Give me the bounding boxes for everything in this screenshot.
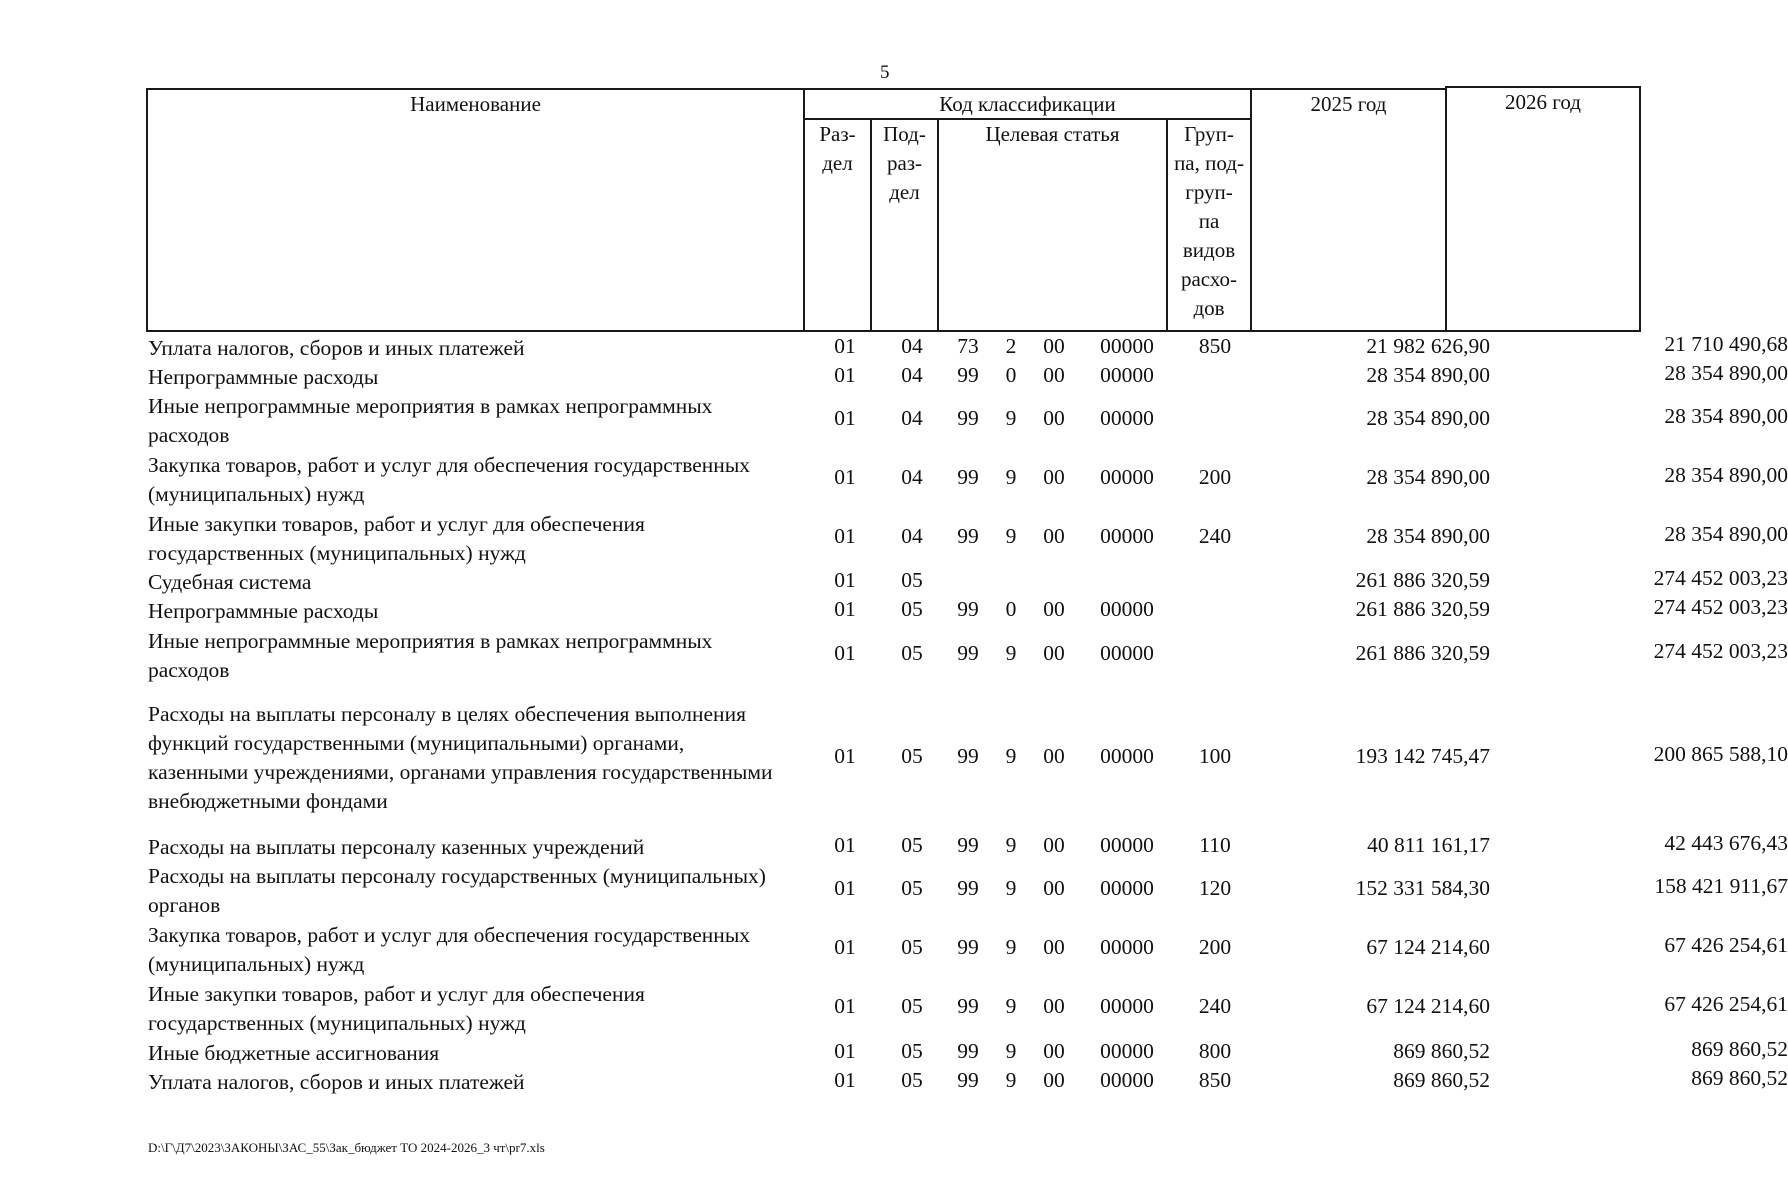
row-2025: 869 860,52 bbox=[1393, 1068, 1490, 1092]
row-razdel: 01 bbox=[834, 641, 856, 665]
row-2025: 21 982 626,90 bbox=[1366, 334, 1490, 358]
row-razdel: 01 bbox=[834, 994, 856, 1018]
row-celevaya-1: 99 bbox=[957, 465, 979, 489]
table-row bbox=[148, 831, 1788, 862]
row-name: Расходы на выплаты персоналу казенных учреждений bbox=[148, 835, 645, 859]
row-celevaya-3: 00 bbox=[1043, 597, 1065, 621]
row-celevaya-3: 00 bbox=[1043, 935, 1065, 959]
row-2025: 67 124 214,60 bbox=[1366, 994, 1490, 1018]
row-2026: 869 860,52 bbox=[1691, 1037, 1788, 1061]
header-2026-label: 2026 год bbox=[1505, 90, 1581, 114]
row-name: Закупка товаров, работ и услуг для обеспечения государственных (муниципальных) нужд bbox=[148, 923, 751, 976]
row-celevaya-3: 00 bbox=[1043, 1068, 1065, 1092]
row-name: Закупка товаров, работ и услуг для обеспечения государственных (муниципальных) нужд bbox=[148, 453, 751, 506]
row-razdel: 01 bbox=[834, 876, 856, 900]
header-podrazdel-label: Под- раз- дел bbox=[883, 122, 926, 204]
page-number: 5 bbox=[880, 62, 890, 83]
header-celevaya-cell bbox=[937, 118, 1168, 332]
table-row bbox=[148, 980, 1788, 1038]
row-celevaya-3: 00 bbox=[1043, 524, 1065, 548]
row-2025: 67 124 214,60 bbox=[1366, 935, 1490, 959]
row-celevaya-2: 9 bbox=[1005, 524, 1017, 548]
row-celevaya-4: 00000 bbox=[1100, 935, 1154, 959]
row-name: Иные закупки товаров, работ и услуг для обеспечения государственных (муниципальных) нужд bbox=[148, 512, 645, 565]
row-razdel: 01 bbox=[834, 1068, 856, 1092]
row-gruppa: 200 bbox=[1198, 935, 1232, 959]
row-celevaya-3: 00 bbox=[1043, 641, 1065, 665]
row-2026: 67 426 254,61 bbox=[1664, 933, 1788, 957]
row-2026: 274 452 003,23 bbox=[1653, 595, 1788, 619]
row-gruppa: 850 bbox=[1198, 1068, 1232, 1092]
row-celevaya-2: 9 bbox=[1005, 935, 1017, 959]
row-gruppa: 100 bbox=[1198, 744, 1232, 768]
row-name: Иные непрограммные мероприятия в рамках непрограммных расходов bbox=[148, 394, 713, 447]
table-row bbox=[148, 1037, 1788, 1068]
row-2026: 67 426 254,61 bbox=[1664, 992, 1788, 1016]
row-2026: 28 354 890,00 bbox=[1664, 463, 1788, 487]
row-celevaya-3: 00 bbox=[1043, 465, 1065, 489]
row-2026: 200 865 588,10 bbox=[1653, 742, 1788, 766]
row-celevaya-2: 9 bbox=[1005, 465, 1017, 489]
row-celevaya-3: 00 bbox=[1043, 406, 1065, 430]
row-2026: 274 452 003,23 bbox=[1653, 639, 1788, 663]
row-name: Непрограммные расходы bbox=[148, 599, 379, 623]
row-gruppa: 120 bbox=[1198, 876, 1232, 900]
row-celevaya-1: 99 bbox=[957, 994, 979, 1018]
row-podrazdel: 04 bbox=[901, 524, 923, 548]
row-name: Уплата налогов, сборов и иных платежей bbox=[148, 336, 525, 360]
row-2026: 42 443 676,43 bbox=[1664, 831, 1788, 855]
row-celevaya-4: 00000 bbox=[1100, 876, 1154, 900]
row-celevaya-4: 00000 bbox=[1100, 1068, 1154, 1092]
row-2026: 28 354 890,00 bbox=[1664, 522, 1788, 546]
row-celevaya-2: 9 bbox=[1005, 876, 1017, 900]
row-gruppa: 110 bbox=[1199, 833, 1231, 857]
row-podrazdel: 04 bbox=[901, 363, 923, 387]
header-razdel-label: Раз- дел bbox=[819, 122, 856, 175]
row-celevaya-4: 00000 bbox=[1100, 833, 1154, 857]
row-2026: 21 710 490,68 bbox=[1664, 332, 1788, 356]
row-name: Уплата налогов, сборов и иных платежей bbox=[148, 1070, 525, 1094]
row-celevaya-3: 00 bbox=[1043, 334, 1065, 358]
row-celevaya-2: 9 bbox=[1005, 833, 1017, 857]
row-2026: 28 354 890,00 bbox=[1664, 404, 1788, 428]
row-gruppa: 850 bbox=[1198, 334, 1232, 358]
row-2025: 193 142 745,47 bbox=[1355, 744, 1490, 768]
row-celevaya-3: 00 bbox=[1043, 876, 1065, 900]
row-celevaya-2: 0 bbox=[1005, 597, 1017, 621]
row-2025: 28 354 890,00 bbox=[1366, 406, 1490, 430]
row-2026: 28 354 890,00 bbox=[1664, 361, 1788, 385]
row-2025: 261 886 320,59 bbox=[1355, 568, 1490, 592]
row-gruppa: 800 bbox=[1198, 1039, 1232, 1063]
header-gruppa-label: Груп- па, под- груп- па видов расхо- дов bbox=[1174, 122, 1244, 320]
table-row bbox=[148, 627, 1788, 685]
table-row bbox=[148, 595, 1788, 626]
row-2025: 261 886 320,59 bbox=[1355, 597, 1490, 621]
header-name-cell bbox=[146, 88, 805, 332]
row-2026: 158 421 911,67 bbox=[1654, 874, 1788, 898]
row-podrazdel: 05 bbox=[901, 833, 923, 857]
row-celevaya-1: 99 bbox=[957, 1039, 979, 1063]
row-celevaya-4: 00000 bbox=[1100, 994, 1154, 1018]
row-name: Судебная система bbox=[148, 570, 312, 594]
row-podrazdel: 05 bbox=[901, 935, 923, 959]
row-celevaya-4: 00000 bbox=[1100, 363, 1154, 387]
row-celevaya-3: 00 bbox=[1043, 833, 1065, 857]
row-celevaya-1: 99 bbox=[957, 744, 979, 768]
table-row bbox=[148, 700, 1788, 816]
row-2025: 40 811 161,17 bbox=[1367, 833, 1490, 857]
row-celevaya-4: 00000 bbox=[1100, 641, 1154, 665]
row-celevaya-1: 99 bbox=[957, 876, 979, 900]
table-row bbox=[148, 510, 1788, 568]
row-celevaya-4: 00000 bbox=[1100, 1039, 1154, 1063]
row-celevaya-1: 73 bbox=[957, 334, 979, 358]
row-celevaya-2: 0 bbox=[1005, 363, 1017, 387]
row-2025: 261 886 320,59 bbox=[1355, 641, 1490, 665]
row-celevaya-4: 00000 bbox=[1100, 597, 1154, 621]
header-code-label: Код классификации bbox=[939, 92, 1116, 116]
row-podrazdel: 05 bbox=[901, 597, 923, 621]
row-razdel: 01 bbox=[834, 465, 856, 489]
row-celevaya-1: 99 bbox=[957, 406, 979, 430]
row-celevaya-3: 00 bbox=[1043, 744, 1065, 768]
row-razdel: 01 bbox=[834, 597, 856, 621]
table-row bbox=[148, 566, 1788, 597]
row-celevaya-1: 99 bbox=[957, 641, 979, 665]
row-razdel: 01 bbox=[834, 744, 856, 768]
row-2025: 869 860,52 bbox=[1393, 1039, 1490, 1063]
row-celevaya-3: 00 bbox=[1043, 363, 1065, 387]
table-row bbox=[148, 392, 1788, 450]
row-celevaya-4: 00000 bbox=[1100, 465, 1154, 489]
row-2025: 28 354 890,00 bbox=[1366, 465, 1490, 489]
row-podrazdel: 05 bbox=[901, 876, 923, 900]
table-row bbox=[148, 361, 1788, 392]
row-name: Непрограммные расходы bbox=[148, 365, 379, 389]
row-podrazdel: 04 bbox=[901, 406, 923, 430]
header-2025-label: 2025 год bbox=[1310, 92, 1387, 116]
footer-file-path: D:\Г\Д7\2023\ЗАКОНЫ\ЗАС_55\Зак_бюджет ТО 2024-2026_3 чт\pr7.xls bbox=[148, 1140, 545, 1155]
row-celevaya-2: 9 bbox=[1005, 994, 1017, 1018]
row-celevaya-4: 00000 bbox=[1100, 524, 1154, 548]
row-podrazdel: 04 bbox=[901, 465, 923, 489]
row-podrazdel: 05 bbox=[901, 744, 923, 768]
row-razdel: 01 bbox=[834, 935, 856, 959]
row-2025: 28 354 890,00 bbox=[1366, 363, 1490, 387]
row-podrazdel: 04 bbox=[901, 334, 923, 358]
row-celevaya-2: 9 bbox=[1005, 641, 1017, 665]
row-2025: 152 331 584,30 bbox=[1355, 876, 1490, 900]
row-celevaya-4: 00000 bbox=[1100, 744, 1154, 768]
row-gruppa: 240 bbox=[1198, 994, 1232, 1018]
table-row bbox=[148, 332, 1788, 363]
row-celevaya-1: 99 bbox=[957, 935, 979, 959]
row-razdel: 01 bbox=[834, 406, 856, 430]
table-row bbox=[148, 921, 1788, 979]
row-celevaya-3: 00 bbox=[1043, 994, 1065, 1018]
row-podrazdel: 05 bbox=[901, 1039, 923, 1063]
row-podrazdel: 05 bbox=[901, 568, 923, 592]
row-podrazdel: 05 bbox=[901, 641, 923, 665]
row-razdel: 01 bbox=[834, 833, 856, 857]
row-podrazdel: 05 bbox=[901, 994, 923, 1018]
row-celevaya-2: 9 bbox=[1005, 406, 1017, 430]
row-celevaya-2: 9 bbox=[1005, 744, 1017, 768]
row-celevaya-4: 00000 bbox=[1100, 334, 1154, 358]
row-razdel: 01 bbox=[834, 1039, 856, 1063]
row-podrazdel: 05 bbox=[901, 1068, 923, 1092]
row-celevaya-1: 99 bbox=[957, 363, 979, 387]
header-name-label: Наименование bbox=[410, 92, 541, 116]
row-name: Расходы на выплаты персоналу в целях обеспечения выполнения функций государственными (муниципальными) органами, казенными учреждениями, органами управления государственными внебюджетными фондами bbox=[148, 702, 773, 813]
row-razdel: 01 bbox=[834, 568, 856, 592]
table-row bbox=[148, 1066, 1788, 1097]
table-row bbox=[148, 862, 1788, 920]
row-2026: 274 452 003,23 bbox=[1653, 566, 1788, 590]
row-celevaya-3: 00 bbox=[1043, 1039, 1065, 1063]
header-2026-cell bbox=[1445, 86, 1641, 332]
row-2026: 869 860,52 bbox=[1691, 1066, 1788, 1090]
table-row bbox=[148, 451, 1788, 509]
row-gruppa: 200 bbox=[1198, 465, 1232, 489]
row-name: Иные непрограммные мероприятия в рамках непрограммных расходов bbox=[148, 629, 713, 682]
row-gruppa: 240 bbox=[1198, 524, 1232, 548]
row-celevaya-1: 99 bbox=[957, 833, 979, 857]
row-razdel: 01 bbox=[834, 334, 856, 358]
row-celevaya-1: 99 bbox=[957, 1068, 979, 1092]
row-razdel: 01 bbox=[834, 363, 856, 387]
row-celevaya-1: 99 bbox=[957, 524, 979, 548]
row-celevaya-2: 9 bbox=[1005, 1039, 1017, 1063]
row-celevaya-4: 00000 bbox=[1100, 406, 1154, 430]
row-razdel: 01 bbox=[834, 524, 856, 548]
header-celevaya-label: Целевая статья bbox=[985, 122, 1120, 146]
row-name: Иные закупки товаров, работ и услуг для обеспечения государственных (муниципальных) нужд bbox=[148, 982, 645, 1035]
row-name: Иные бюджетные ассигнования bbox=[148, 1041, 440, 1065]
header-2025-cell bbox=[1250, 88, 1447, 332]
row-celevaya-1: 99 bbox=[957, 597, 979, 621]
row-name: Расходы на выплаты персоналу государственных (муниципальных) органов bbox=[148, 864, 766, 917]
row-2025: 28 354 890,00 bbox=[1366, 524, 1490, 548]
row-celevaya-2: 9 bbox=[1005, 1068, 1017, 1092]
row-celevaya-2: 2 bbox=[1005, 334, 1017, 358]
